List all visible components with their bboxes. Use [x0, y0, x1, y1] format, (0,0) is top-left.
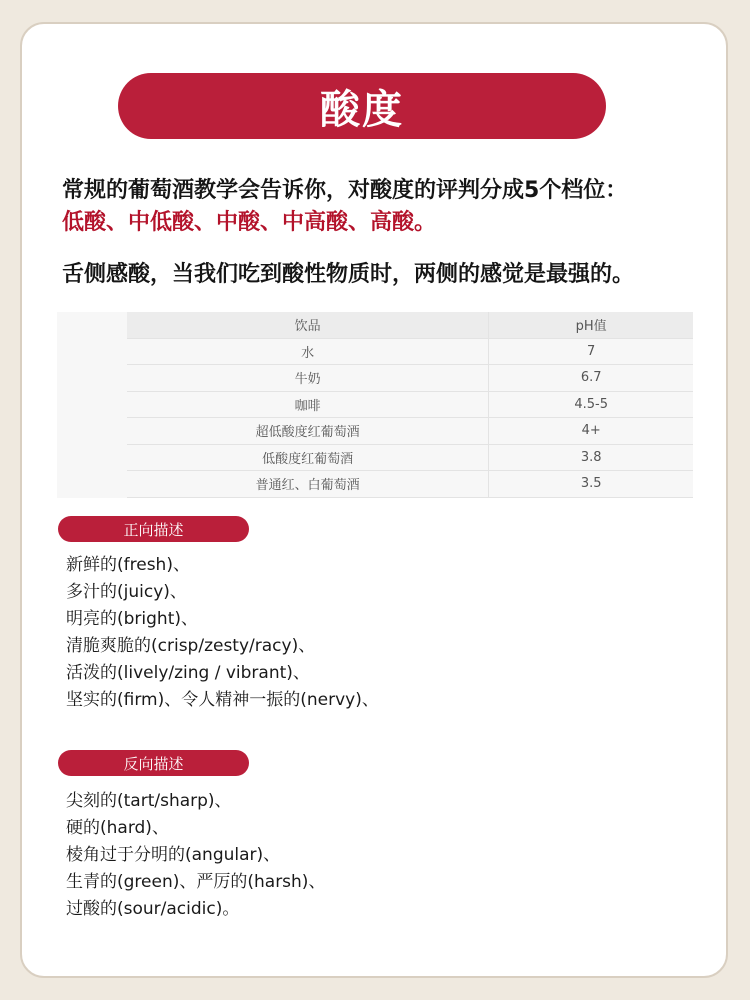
positive-descriptors-label: 正向描述: [58, 516, 249, 542]
table-cell-ph: 3.8: [580, 449, 602, 465]
list-item: 清脆爽脆的(crisp/zesty/racy)、: [66, 636, 316, 656]
table-header-drink: 饮品: [127, 312, 489, 338]
table-row: [127, 339, 693, 366]
intro-line-3: 舌侧感酸，当我们吃到酸性物质时，两侧的感觉是最强的。: [62, 262, 635, 287]
table-cell-drink: 超低酸度红葡萄酒: [127, 418, 489, 444]
ph-table-image: [57, 312, 693, 498]
table-row: [127, 392, 693, 419]
list-item: 过酸的(sour/acidic)。: [66, 899, 240, 919]
page-title-text: 酸度: [320, 86, 404, 133]
table-cell-ph: 4.5-5: [574, 396, 608, 412]
table-cell-ph: 4+: [581, 423, 601, 439]
list-item: 新鲜的(fresh)、: [66, 555, 190, 575]
list-item: 硬的(hard)、: [66, 818, 169, 838]
list-item: 明亮的(bright)、: [66, 609, 198, 629]
table-cell-drink: 普通红、白葡萄酒: [127, 471, 489, 497]
table-cell-ph: 3.5: [580, 476, 602, 492]
table-cell-drink: 牛奶: [127, 365, 489, 391]
table-cell-ph: 6.7: [580, 370, 602, 386]
positive-descriptors-list: [66, 552, 379, 714]
negative-descriptors-list: [66, 788, 325, 923]
table-row: [127, 445, 693, 472]
list-item: 活泼的(lively/zing / vibrant)、: [66, 663, 310, 683]
table-row: [127, 418, 693, 445]
table-header-row: [127, 312, 693, 339]
list-item: 坚实的(firm)、令人精神一振的(nervy)、: [66, 690, 379, 710]
list-item: 棱角过于分明的(angular)、: [66, 845, 281, 865]
table-row: [127, 365, 693, 392]
table-cell-ph: 7: [587, 343, 596, 359]
table-cell-drink: 低酸度红葡萄酒: [127, 445, 489, 471]
page-title: [118, 73, 606, 139]
ph-table: [127, 312, 693, 498]
list-item: 生青的(green)、严厉的(harsh)、: [66, 872, 326, 892]
list-item: 多汁的(juicy)、: [66, 582, 187, 602]
intro-acidity-levels: 低酸、中低酸、中酸、中高酸、高酸。: [62, 210, 437, 235]
table-cell-drink: 水: [127, 339, 489, 365]
table-row: [127, 471, 693, 498]
list-item: 尖刻的(tart/sharp)、: [66, 791, 232, 811]
intro-line-1: 常规的葡萄酒教学会告诉你，对酸度的评判分成5个档位：: [62, 178, 628, 203]
negative-descriptors-label: 反向描述: [58, 750, 249, 776]
table-cell-drink: 咖啡: [127, 392, 489, 418]
table-header-ph: pH值: [575, 319, 607, 335]
